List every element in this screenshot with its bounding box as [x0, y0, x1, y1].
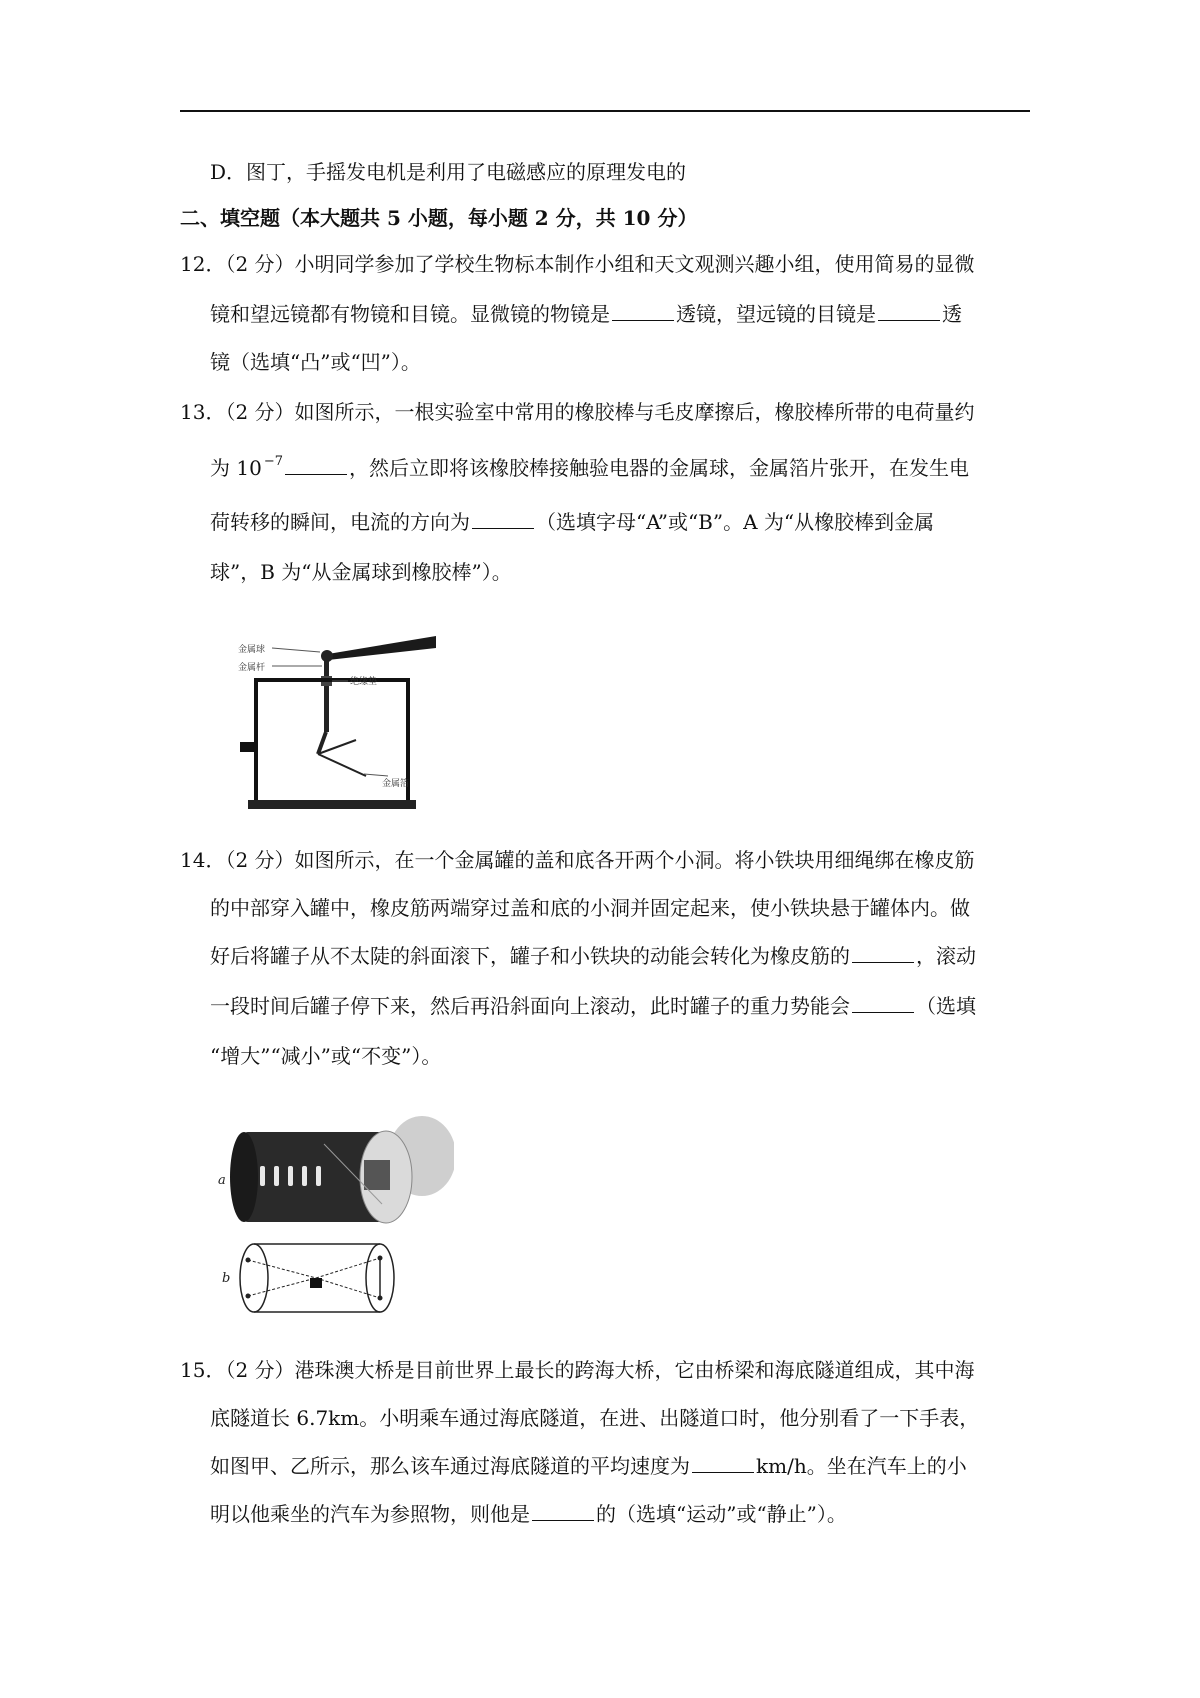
- q13-line-4: 球”，B 为“从金属球到橡胶棒”）。: [210, 560, 512, 584]
- q15-blank-1[interactable]: [692, 1454, 754, 1473]
- q14-text-4b: （选填: [916, 994, 976, 1018]
- foil-leaf-1: [318, 754, 366, 776]
- ball-leader: [272, 648, 320, 652]
- q14-line-4: [210, 994, 976, 1018]
- q12-text-c: 透: [942, 302, 962, 326]
- option-d-text: D．图丁，手摇发电机是利用了电磁感应的原理发电的: [210, 160, 687, 184]
- side-knob: [240, 742, 256, 752]
- q14-line-5: “增大”“减小”或“不变”）。: [210, 1044, 442, 1068]
- q15-text-3a: 如图甲、乙所示，那么该车通过海底隧道的平均速度为: [210, 1454, 690, 1478]
- header-rule: [180, 110, 1030, 112]
- rubber-rod: [328, 636, 436, 660]
- q15-line-4: [210, 1502, 847, 1526]
- q13-blank-1[interactable]: [285, 456, 347, 475]
- metal-rod: [324, 660, 329, 732]
- diagram-left-end: [240, 1244, 268, 1312]
- q14-line-1: 14．（2 分）如图所示，在一个金属罐的盖和底各开两个小洞。将小铁块用细绳绑在橡皮筋: [180, 848, 975, 872]
- q14-blank-2[interactable]: [852, 994, 914, 1013]
- q15-text-4a: 明以他乘坐的汽车为参照物，则他是: [210, 1502, 530, 1526]
- q13-line-3: [210, 510, 934, 534]
- band-upper-left: [248, 1260, 316, 1278]
- q14-line-2: 的中部穿入罐中，橡皮筋两端穿过盖和底的小洞并固定起来，使小铁块悬于罐体内。做: [210, 896, 970, 920]
- hole-2: [246, 1294, 251, 1299]
- q12-line-1: 12．（2 分）小明同学参加了学校生物标本制作小组和天文观测兴趣小组，使用简易的显微: [180, 252, 975, 276]
- q14-line-3: [210, 944, 976, 968]
- q12-line-2: [210, 302, 962, 326]
- band-upper-right: [316, 1258, 380, 1278]
- q15-line-1: 15．（2 分）港珠澳大桥是目前世界上最长的跨海大桥，它由桥梁和海底隧道组成，其中海: [180, 1358, 975, 1382]
- q13-text-b: （选填字母“A”或“B”。A 为“从橡胶棒到金属: [536, 510, 935, 534]
- q12-text-b: 透镜，望远镜的目镜是: [676, 302, 876, 326]
- hole-4: [378, 1296, 383, 1301]
- q15-text-4b: 的（选填“运动”或“静止”）。: [596, 1502, 847, 1526]
- label-metal-foil: 金属箔: [382, 779, 410, 789]
- iron-block-photo: [364, 1160, 390, 1190]
- iron-block-diagram: [310, 1278, 322, 1288]
- q15-text-3b: km/h。坐在汽车上的小: [756, 1454, 967, 1478]
- electroscope-base: [248, 800, 416, 809]
- q13-line-1: 13．（2 分）如图所示，一根实验室中常用的橡胶棒与毛皮摩擦后，橡胶棒所带的电荷量约: [180, 400, 975, 424]
- electroscope-figure: [236, 620, 436, 820]
- q15-line-3: [210, 1454, 967, 1478]
- section-title: 二、填空题（本大题共 5 小题，每小题 2 分，共 10 分）: [180, 206, 698, 230]
- q13-text-a: 荷转移的瞬间，电流的方向为: [210, 510, 470, 534]
- band-lower-left: [248, 1278, 316, 1296]
- q13-blank-2[interactable]: [472, 510, 534, 529]
- q13-text-post: ，然后立即将该橡胶棒接触验电器的金属球，金属箔片张开，在发生电: [348, 456, 969, 480]
- q12-text-a: 镜和望远镜都有物镜和目镜。显微镜的物镜是: [210, 302, 610, 326]
- q14-text-4a: 一段时间后罐子停下来，然后再沿斜面向上滚动，此时罐子的重力势能会: [210, 994, 850, 1018]
- q13-text-pre: 为 10: [210, 456, 262, 480]
- q12-line-3: 镜（选填“凸”或“凹”）。: [210, 350, 421, 374]
- hole-3: [378, 1256, 383, 1261]
- label-b: b: [222, 1271, 231, 1286]
- band-lower-right: [316, 1278, 380, 1298]
- q15-line-2: 底隧道长 6.7km。小明乘车通过海底隧道，在进、出隧道口时，他分别看了一下手表，: [210, 1406, 980, 1430]
- q15-blank-2[interactable]: [532, 1502, 594, 1521]
- q14-text-3a: 好后将罐子从不太陡的斜面滚下，罐子和小铁块的动能会转化为橡皮筋的: [210, 944, 850, 968]
- can-bottom: [230, 1132, 258, 1222]
- rolling-can-figure: [214, 1104, 454, 1334]
- q14-text-3b: ，滚动: [916, 944, 976, 968]
- q12-blank-2[interactable]: [878, 302, 940, 321]
- foil-leader: [364, 774, 388, 776]
- label-a: a: [218, 1173, 226, 1188]
- label-insulator: 绝缘垫: [350, 677, 378, 687]
- q12-blank-1[interactable]: [612, 302, 674, 321]
- q13-exponent: −7: [263, 454, 283, 469]
- q14-blank-1[interactable]: [852, 944, 914, 963]
- label-metal-rod: 金属杆: [238, 663, 266, 673]
- label-metal-ball: 金属球: [238, 645, 266, 655]
- hole-1: [246, 1258, 251, 1263]
- q13-line-2: [210, 456, 969, 484]
